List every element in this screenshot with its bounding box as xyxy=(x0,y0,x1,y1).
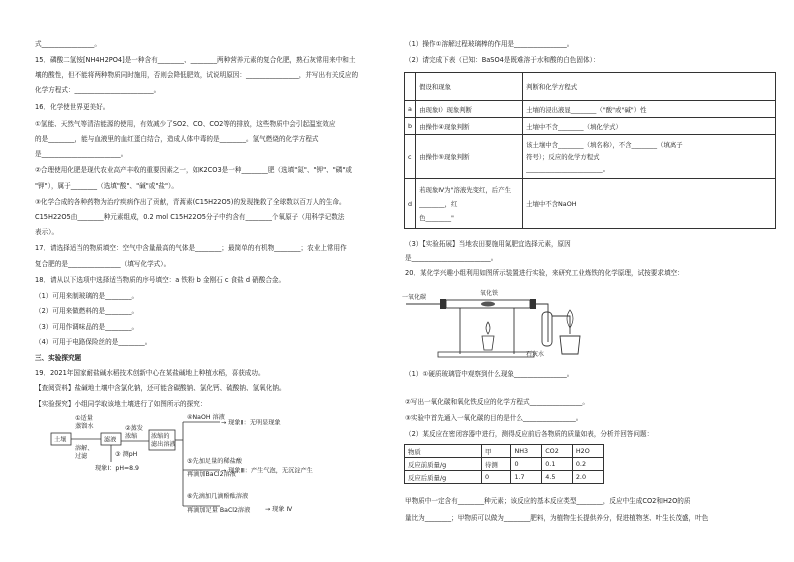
question-20-line: 20．某化学兴趣小组利用如图所示装置进行实验，来研究工业炼铁的化学原理，试按要求填空： xyxy=(405,269,684,277)
text-line: （1）可用来制玻璃的是________。 xyxy=(35,292,139,300)
table-cell: 反应前质量/g xyxy=(405,458,482,471)
text-line: ③实验中首先通入一氧化碳的目的是什么________________。 xyxy=(405,414,583,422)
table-header: 甲 xyxy=(482,445,511,458)
cell-line: ________________________。 xyxy=(526,165,610,173)
section-heading: 三、实验探究题 xyxy=(35,354,82,362)
text-line: 化学方程式：________________________。 xyxy=(35,86,161,94)
question-16-line: 16．化学使世界更美好。 xyxy=(35,103,110,111)
text-line: 甲物质中一定含有________种元素；该反应的基本反应类型________，反应中生成CO2和H2O的质 xyxy=(405,497,691,505)
hypothesis-table xyxy=(404,72,776,229)
table-cell: 2.0 xyxy=(572,471,603,484)
step1-label: 蒸馏水 xyxy=(75,423,94,430)
observation-3: → 现象Ⅲ：产生气泡，无沉淀产生 xyxy=(221,467,313,475)
observation-4: → 现象 Ⅳ xyxy=(265,506,293,513)
step3-label: ③ 测pH xyxy=(115,451,138,458)
text-line: 是________________________。 xyxy=(405,254,498,262)
observation-2: → 现象Ⅱ：无明显现象 xyxy=(221,419,281,427)
table-cell: 由操作④现象判断 xyxy=(416,118,523,135)
text-line: （1）①硬质玻璃管中观察到什么现象________________。 xyxy=(405,370,574,378)
text-line: C15H22O5由________种元素组成，0.2 mol C15H22O5分子中约含有________个氧原子（用科学记数法 xyxy=(35,213,345,221)
text-line: ③化学合成的各种药物为治疗疾病作出了贡献，青蒿素(C15H22O5)的发现挽救了全球数以百万人的生命。 xyxy=(35,198,346,206)
step1-label: 溶解、 xyxy=(75,445,94,452)
step1-label: 过滤 xyxy=(75,453,88,460)
table-cell: 反应后质量/g xyxy=(405,471,482,484)
text-line: 表示）。 xyxy=(35,228,59,236)
concentrate-label: 浓缩的 xyxy=(151,433,170,440)
table-cell: 土壤中不含________（填化学式） xyxy=(523,118,776,135)
table-header: NH3 xyxy=(511,445,542,458)
step5-label: 再滴加BaCl2溶液 xyxy=(187,471,236,478)
text-line: （1）操作①溶解过程玻璃棒的作用是________________。 xyxy=(405,40,574,48)
table-cell: 土壤中不含NaOH xyxy=(523,179,776,229)
step6-label: ⑥先滴加几滴酚酞溶液 xyxy=(187,493,249,500)
cell-line: 若现象Ⅳ为"溶液先变红，后产生 xyxy=(419,186,511,194)
table-header: CO2 xyxy=(542,445,573,458)
text-line: 壤的酸性，但不能将两种物质同时施用，否则会降低肥效，试说明原因：________________，并写出有关反应的 xyxy=(35,71,359,79)
row-key: a xyxy=(405,101,416,118)
table-header: H2O xyxy=(572,445,603,458)
text-line: 是________________________。 xyxy=(35,150,128,158)
soil-label: 土壤 xyxy=(54,436,67,444)
text-line: （2）某反应在密闭容器中进行，测得反应前后各物质的质量如表，分析并回答问题： xyxy=(405,430,654,438)
row-key: b xyxy=(405,118,416,135)
text-line: ②合理使用化肥是现代农业高产丰收的重要因素之一，如K2CO3是一种________肥（选填"氮"、"钾"、"磷"或 xyxy=(35,166,352,174)
table-header: 假设和现象 xyxy=(416,73,523,101)
table-cell: 土壤的浸出液显________（"酸"或"碱"）性 xyxy=(523,101,776,118)
text-line: ①氢能、天然气等清洁能源的使用，有效减少了SO2、CO、CO2等的排放，这些物质中会引起温室效应 xyxy=(35,120,336,128)
text-line: （3）可用作调味品的是________。 xyxy=(35,323,139,331)
table-cell: 0 xyxy=(511,458,542,471)
filtrate-label: 滤液 xyxy=(104,436,117,444)
concentrate-label: 滤出溶液 xyxy=(151,441,176,448)
question-18-line: 18．请从以下选项中选择适当物质的序号填空：a 铁粉 b 金刚石 c 食盐 d 硝酸合金。 xyxy=(35,276,286,284)
text-line: （2）请完成下表（已知：BaSO4是既难溶于水和酸的白色固体）： xyxy=(405,56,600,64)
table-cell: 0.2 xyxy=(572,458,603,471)
cell-line: 该土壤中含________（填名称），不含________（填离子 xyxy=(526,141,683,149)
table-cell: 0.1 xyxy=(542,458,573,471)
cell-line: 色________" xyxy=(419,214,454,222)
question-17-line: 17．请选择适当的物质填空：空气中含量最高的气体是________；最简单的有机物________；农业上常用作 xyxy=(35,244,347,252)
table-header: 判断和化学方程式 xyxy=(523,73,776,101)
apparatus-diagram xyxy=(402,286,592,364)
step5-label: ⑤先加足量的稀盐酸 xyxy=(187,458,243,465)
table-cell: 由现象Ⅰ）现象判断 xyxy=(416,101,523,118)
iron-oxide xyxy=(481,302,495,307)
flow-diagram xyxy=(45,410,365,520)
table-cell: 4.5 xyxy=(542,471,573,484)
table-cell: 0 xyxy=(482,471,511,484)
step1-label: ①适量 xyxy=(75,415,93,422)
burner xyxy=(482,336,494,350)
row-key: d xyxy=(405,179,416,229)
text-line: 【查阅资料】盐碱地土壤中含氯化钠，还可能含碳酸钠、氯化钙、硫酸钠、氢氧化钠。 xyxy=(35,384,286,392)
table-header: 物质 xyxy=(405,445,482,458)
fe2o3-label: 氧化铁 xyxy=(480,290,499,297)
table-cell xyxy=(416,179,523,229)
mass-table xyxy=(404,444,604,484)
step6-label: 再滴加足量 BaCl2溶液 xyxy=(187,507,251,514)
text-line: 式________________。 xyxy=(35,40,101,48)
text-line: "钾"），属于________（选填"酸"、"碱"或"盐"）。 xyxy=(35,182,178,190)
step2-label: 浓缩 xyxy=(125,433,138,440)
beaker xyxy=(560,336,580,354)
table-cell: 由操作⑤现象判断 xyxy=(416,135,523,179)
text-line: 复合肥的是________________（填写化学式）。 xyxy=(35,260,171,268)
step2-label: ②蒸发 xyxy=(125,425,143,432)
question-19-line: 19．2021年国家耐盐碱水稻技术创新中心在某盐碱地上种植水稻，喜获成功。 xyxy=(35,369,265,377)
text-line: ②写出一氧化碳和氧化铁反应的化学方程式________________。 xyxy=(405,398,589,406)
test-tube xyxy=(542,312,552,346)
table-cell xyxy=(523,135,776,179)
co-label: 一氧化碳 xyxy=(402,294,427,301)
text-line: （4）可用于电路保险丝的是________。 xyxy=(35,338,152,346)
text-line: 【实验探究】小组同学取该地土壤进行了如图所示的探究： xyxy=(35,400,207,408)
text-line: （3）【实验拓展】当地农田要施用氮肥宜选择元素，原因 xyxy=(405,240,571,248)
table-cell: 1.7 xyxy=(511,471,542,484)
table-cell: 待测 xyxy=(482,458,511,471)
cell-line: 符号）；反应的化学方程式 xyxy=(526,153,600,161)
question-15-line: 15．磷酸二氢铵[NH4H2PO4]是一种含有________、________两种营养元素的复合化肥，熟石灰常用来中和土 xyxy=(35,56,356,64)
cell-line: ________，红 xyxy=(419,200,458,208)
text-line: 量比为________；甲物质可以做为________肥料，为植物生长提供养分，促进植物茎、叶生长茂盛，叶色 xyxy=(405,514,709,522)
step4-label: ④NaOH 溶液 xyxy=(187,414,225,421)
observation-1: 现象Ⅰ：pH=8.9 xyxy=(95,465,139,472)
text-line: 的是________，能与血液里的血红蛋白结合，造成人体中毒的是________。氢气燃烧的化学方程式 xyxy=(35,135,319,143)
text-line: （2）可用来做燃料的是________。 xyxy=(35,307,139,315)
row-key: c xyxy=(405,135,416,179)
flame-icon xyxy=(486,322,490,334)
limewater-label: 石灰水 xyxy=(526,351,545,358)
